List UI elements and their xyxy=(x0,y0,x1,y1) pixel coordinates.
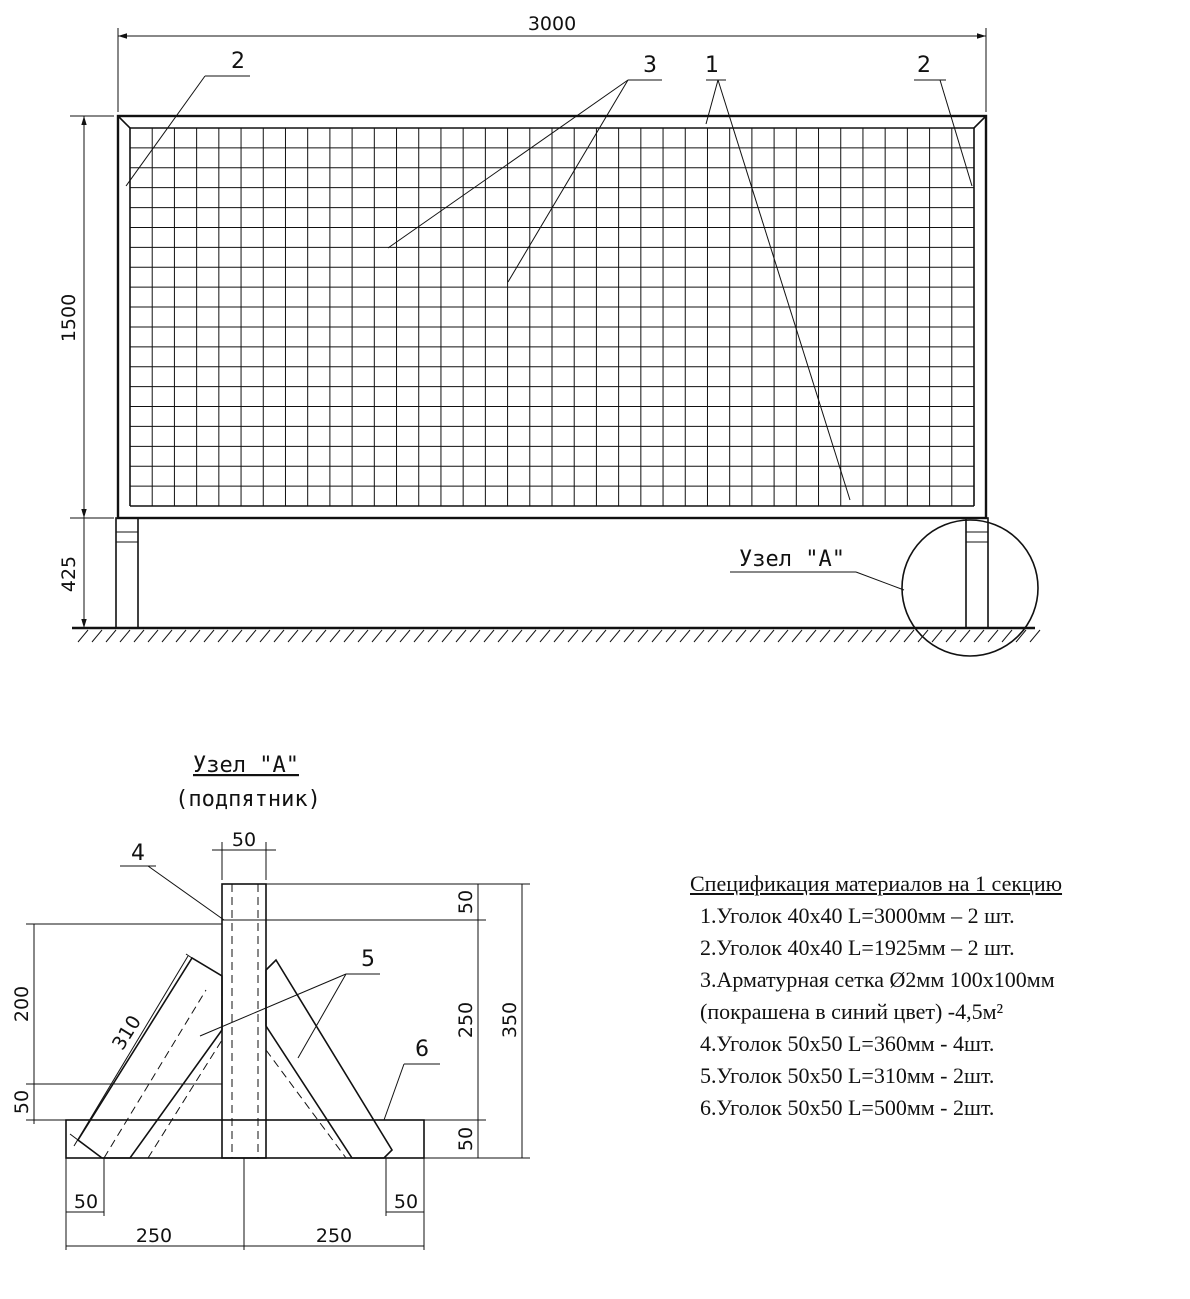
detail-title: Узел "А" xyxy=(193,753,299,778)
ground-hatch-line xyxy=(680,630,690,642)
ground-hatch-line xyxy=(358,630,368,642)
ground-hatch-line xyxy=(1030,630,1040,642)
ground-hatch-line xyxy=(960,630,970,642)
dim-50-bottom-right: 50 xyxy=(393,1191,419,1213)
ground-hatch-line xyxy=(456,630,466,642)
ground-hatch-line xyxy=(582,630,592,642)
ground-hatch-line xyxy=(806,630,816,642)
ground-hatch-line xyxy=(540,630,550,642)
ground-hatch-line xyxy=(316,630,326,642)
reinforcement-mesh xyxy=(130,128,974,506)
ground-hatch-line xyxy=(596,630,606,642)
dim-310: 310 xyxy=(107,1011,146,1055)
dim-post-50: 50 xyxy=(231,829,257,851)
ground-hatch-line xyxy=(778,630,788,642)
ground-hatch-line xyxy=(470,630,480,642)
ground-hatch-line xyxy=(106,630,116,642)
callout-5: 5 xyxy=(361,947,375,972)
dim-250-vertical: 250 xyxy=(455,1001,477,1039)
detail-subtitle: (подпятник) xyxy=(175,787,321,812)
ground-hatch-line xyxy=(890,630,900,642)
right-brace xyxy=(266,960,392,1158)
ground-hatch-line xyxy=(526,630,536,642)
spec-item: 3.Арматурная сетка Ø2мм 100х100мм xyxy=(700,967,1055,992)
node-a-detail xyxy=(11,753,530,1250)
dim-1500: 1500 xyxy=(58,293,80,343)
ground-hatch-line xyxy=(204,630,214,642)
dim-250-left: 250 xyxy=(135,1225,173,1247)
ground-hatch-line xyxy=(176,630,186,642)
spec-item: 2.Уголок 40х40 L=1925мм – 2 шт. xyxy=(700,935,1015,960)
ground-hatch-line xyxy=(428,630,438,642)
ground-hatch-line xyxy=(750,630,760,642)
left-shoe xyxy=(116,532,138,542)
spec-item: 4.Уголок 50х50 L=360мм - 4шт. xyxy=(700,1031,995,1056)
ground-hatch-line xyxy=(862,630,872,642)
ground-hatch-line xyxy=(148,630,158,642)
ground-hatch-line xyxy=(442,630,452,642)
post-angle xyxy=(222,884,266,1158)
node-a-circle xyxy=(902,520,1038,656)
ground-hatch-line xyxy=(120,630,130,642)
ground-hatch-line xyxy=(946,630,956,642)
ground-hatch-line xyxy=(624,630,634,642)
left-post xyxy=(116,518,138,628)
ground-hatch-line xyxy=(694,630,704,642)
ground-hatch-line xyxy=(708,630,718,642)
node-a-label: Узел "А" xyxy=(739,547,845,572)
base-angle xyxy=(66,1120,424,1158)
dim-50-left: 50 xyxy=(11,1089,33,1115)
ground-hatch-line xyxy=(554,630,564,642)
dim-3000: 3000 xyxy=(527,13,577,35)
right-post xyxy=(966,518,988,628)
ground-hatch-line xyxy=(568,630,578,642)
dim-425: 425 xyxy=(58,555,80,593)
ground-hatch-line xyxy=(218,630,228,642)
spec-item: 5.Уголок 50х50 L=310мм - 2шт. xyxy=(700,1063,995,1088)
ground-hatch-line xyxy=(386,630,396,642)
callout-2-left: 2 xyxy=(231,49,245,74)
ground-hatch-line xyxy=(414,630,424,642)
dim-top-50: 50 xyxy=(455,889,477,915)
ground-hatch-line xyxy=(666,630,676,642)
callout-3: 3 xyxy=(643,53,657,78)
ground-hatch-line xyxy=(974,630,984,642)
ground-hatch-line xyxy=(610,630,620,642)
materials-specification xyxy=(690,868,1170,1124)
ground-hatch-line xyxy=(638,630,648,642)
ground-hatch-line xyxy=(848,630,858,642)
ground-hatch-line xyxy=(190,630,200,642)
ground-hatch-line xyxy=(162,630,172,642)
ground-hatch-line xyxy=(498,630,508,642)
dim-250-right: 250 xyxy=(315,1225,353,1247)
ground-hatch-line xyxy=(344,630,354,642)
spec-item: (покрашена в синий цвет) -4,5м² xyxy=(700,999,1004,1024)
dim-bottom-50-right: 50 xyxy=(455,1126,477,1152)
ground-hatch-line xyxy=(904,630,914,642)
left-brace xyxy=(78,958,222,1158)
ground-hatch-line xyxy=(330,630,340,642)
ground-hatch xyxy=(78,630,1040,642)
ground-hatch-line xyxy=(834,630,844,642)
ground-hatch-line xyxy=(512,630,522,642)
ground-hatch-line xyxy=(372,630,382,642)
ground-hatch-line xyxy=(820,630,830,642)
ground-hatch-line xyxy=(302,630,312,642)
ground-hatch-line xyxy=(78,630,88,642)
ground-hatch-line xyxy=(232,630,242,642)
fence-elevation xyxy=(58,13,1040,656)
ground-hatch-line xyxy=(92,630,102,642)
ground-hatch-line xyxy=(876,630,886,642)
ground-hatch-line xyxy=(792,630,802,642)
dim-200: 200 xyxy=(11,985,33,1023)
ground-hatch-line xyxy=(764,630,774,642)
ground-hatch-line xyxy=(736,630,746,642)
ground-hatch-line xyxy=(652,630,662,642)
right-shoe xyxy=(966,532,988,542)
ground-hatch-line xyxy=(988,630,998,642)
ground-hatch-line xyxy=(134,630,144,642)
ground-hatch-line xyxy=(722,630,732,642)
ground-hatch-line xyxy=(274,630,284,642)
callout-6: 6 xyxy=(415,1037,429,1062)
ground-hatch-line xyxy=(932,630,942,642)
specification-title: Спецификация материалов на 1 секцию xyxy=(690,871,1063,896)
callout-1: 1 xyxy=(705,53,719,78)
ground-hatch-line xyxy=(1002,630,1012,642)
ground-hatch-line xyxy=(246,630,256,642)
dim-350: 350 xyxy=(499,1001,521,1039)
callout-2-right: 2 xyxy=(917,53,931,78)
dim-50-bottom-left: 50 xyxy=(73,1191,99,1213)
ground-hatch-line xyxy=(288,630,298,642)
ground-hatch-line xyxy=(260,630,270,642)
callout-4: 4 xyxy=(131,841,145,866)
spec-item: 1.Уголок 40х40 L=3000мм – 2 шт. xyxy=(700,903,1015,928)
spec-item: 6.Уголок 50х50 L=500мм - 2шт. xyxy=(700,1095,995,1120)
ground-hatch-line xyxy=(484,630,494,642)
specification-list xyxy=(690,900,1170,1124)
ground-hatch-line xyxy=(400,630,410,642)
